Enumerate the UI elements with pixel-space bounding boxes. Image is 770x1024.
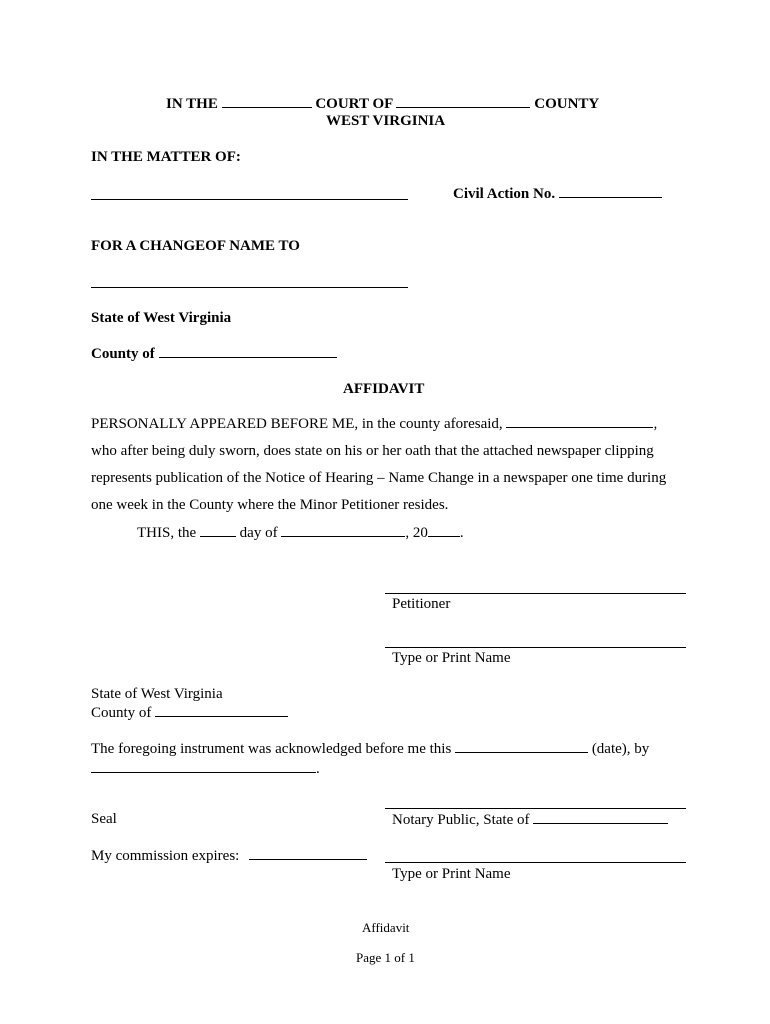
civil-action-line [453,184,662,203]
petitioner-label: Petitioner [392,596,451,612]
commission-expires-blank[interactable] [249,846,367,860]
county-label: COUNTY [534,96,600,112]
court-caption-line [166,94,599,113]
venue-county-line [91,344,337,363]
civil-action-label: Civil Action No. [453,186,556,202]
this-the-label: THIS, the [137,525,197,541]
month-blank[interactable] [281,523,405,537]
appeared-before-text: PERSONALLY APPEARED BEFORE ME, in the county aforesaid, [91,416,503,432]
day-blank[interactable] [200,523,236,537]
state-heading: WEST VIRGINIA [326,113,446,129]
petitioner-signature-line[interactable] [385,593,686,594]
affidavit-line-2: who after being duly sworn, does state on his or her oath that the attached newspaper clipping [91,443,654,459]
affidavit-title: AFFIDAVIT [343,381,425,397]
affidavit-line-1 [91,414,657,433]
notary-public-label: Notary Public, State of [392,812,530,828]
commission-expires-label: My commission expires: [91,848,240,864]
county-name-blank[interactable] [396,94,530,108]
acknowledged-date-blank[interactable] [455,739,588,753]
notary-state-label: State of West Virginia [91,686,223,702]
acknowledged-line [91,739,649,758]
acknowledged-period: . [316,761,320,777]
venue-state-label: State of West Virginia [91,310,232,326]
acknowledged-text: The foregoing instrument was acknowledged before me this [91,741,452,757]
notary-county-blank[interactable] [155,703,288,717]
footer-page-number: Page 1 of 1 [356,950,415,965]
court-type-blank[interactable] [222,94,312,108]
venue-county-blank[interactable] [159,344,337,358]
year-blank[interactable] [428,523,460,537]
notary-public-line [392,810,668,829]
seal-label: Seal [91,811,117,827]
acknowledged-by-blank[interactable] [91,759,316,773]
petitioner-name-blank[interactable] [91,199,408,200]
notary-signature-line[interactable] [385,808,686,809]
footer-doc-name: Affidavit [362,920,410,935]
affidavit-line-4: one week in the County where the Minor Petitioner resides. [91,497,449,513]
commission-line [91,846,367,865]
notary-county-line [91,703,288,722]
date-by-text: (date), by [591,741,650,757]
affiant-name-blank[interactable] [506,414,653,428]
notary-state-blank[interactable] [533,810,668,824]
acknowledged-by-line [91,759,320,778]
in-the-label: IN THE [166,96,218,112]
petitioner-print-name-label: Type or Print Name [392,650,511,666]
court-of-label: COURT OF [315,96,393,112]
notary-print-name-line[interactable] [385,862,686,863]
comma: , [653,416,658,432]
notary-print-name-label: Type or Print Name [392,866,511,882]
new-name-blank[interactable] [91,287,408,288]
petitioner-print-name-line[interactable] [385,647,686,648]
change-of-name-label: FOR A CHANGEOF NAME TO [91,238,300,254]
in-the-matter-of-label: IN THE MATTER OF: [91,149,241,165]
civil-action-number-blank[interactable] [559,184,662,198]
notary-county-label: County of [91,705,152,721]
dated-period: . [459,525,464,541]
day-of-label: day of [239,525,278,541]
venue-county-label: County of [91,346,155,362]
dated-line [137,523,464,542]
affidavit-line-3: represents publication of the Notice of Hearing – Name Change in a newspaper one time during [91,470,667,486]
year-prefix: , 20 [405,525,428,541]
